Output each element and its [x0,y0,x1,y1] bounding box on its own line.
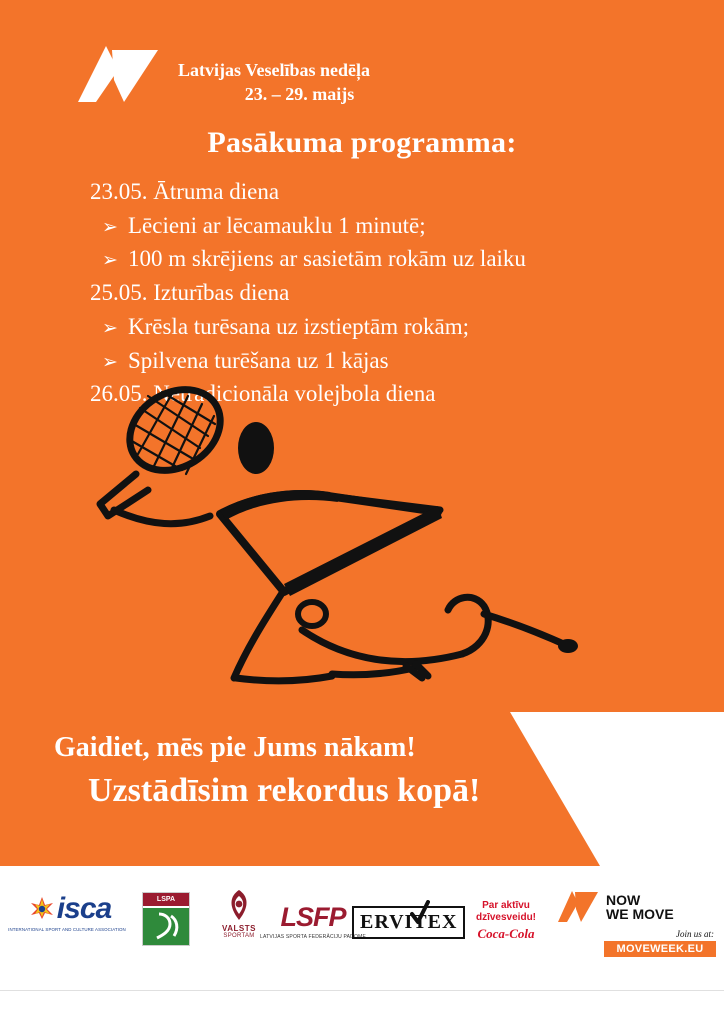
valsts-subtitle: SPORTAM [223,933,255,939]
poster-header [0,34,724,114]
footer-divider [0,990,724,991]
now-we-move-wordmark [606,893,674,921]
valsts-emblem-icon [222,888,256,922]
corner-white-diagonal [510,712,600,866]
isca-subtitle: INTERNATIONAL SPORT AND CULTURE ASSOCIATION [8,927,126,932]
valsts-title: VALSTS [222,924,256,933]
header-title-line1: Latvijas Veselības nedēļa [178,60,371,80]
program-item-text: 26.05. Netradicionāla volejbola diena [90,381,436,407]
program-item-day-1 [90,176,690,208]
slogan-line-2: Uzstādīsim rekordus kopā! [88,772,481,809]
coca-cola-tagline-1: Par aktīvu [482,900,530,911]
now-we-move-join-text: Join us at: [676,929,714,939]
arrow-bullet-icon: ➢ [102,216,118,238]
ervitex-frame [352,906,465,939]
ervitex-check-icon [410,900,430,926]
sponsor-logo-coca-cola [464,900,548,942]
program-list [90,176,690,412]
sponsor-logo-ervitex [352,906,462,939]
program-item-activity-4 [90,345,690,377]
program-item-text: 23.05. Ātruma diena [90,179,280,204]
now-we-move-row [556,888,716,926]
sponsor-logo-now-we-move [556,888,716,957]
lsfp-subtitle: LATVIJAS SPORTA FEDERĀCIJU PADOME [260,934,366,940]
lspa-top-label: LSPA [143,893,189,906]
now-we-move-arrow-mark-icon [72,40,164,110]
sponsor-logo-strip [0,866,724,990]
header-title-block [178,58,598,107]
arrow-bullet-icon: ➢ [102,250,118,272]
program-item-activity-1 [90,210,690,242]
program-item-text: 25.05. Izturības diena [90,280,290,306]
now-we-move-word-line1: NOW [606,892,641,908]
program-item-text: 100 m skrējiens ar sasietām rokām uz laiku [128,246,526,272]
isca-burst-icon [29,896,55,920]
sponsor-logo-isca [8,894,126,932]
program-title: Pasākuma programma: [207,126,517,159]
tennis-player-illustration-icon [70,378,590,708]
sponsor-footer [0,866,724,1024]
program-item-text: Lēcieni ar lēcamauklu 1 minutē; [128,212,426,238]
lspa-shield-icon [142,892,190,946]
lspa-mark [143,908,189,945]
lsfp-wordmark: LSFP [280,902,346,932]
coca-cola-tagline-2: dzīvesveidu! [475,911,537,923]
corner-white-notch [600,712,724,866]
header-title-line2: 23. – 29. maijs [244,84,355,105]
program-item-activity-3 [90,311,690,343]
program-item-text: Spilvena turēšana uz 1 kājas [128,347,389,373]
now-we-move-url[interactable]: MOVEWEEK.EU [604,941,716,957]
now-we-move-word-line2: WE MOVE [606,906,674,922]
program-item-activity-2 [90,243,690,275]
arrow-bullet-icon: ➢ [102,317,118,339]
arrow-bullet-icon: ➢ [102,351,118,373]
coca-cola-wordmark: Coca-Cola [477,926,535,941]
program-item-text: Krēsla turēsana uz izstieptām rokām; [128,313,470,339]
isca-wordmark: isca [56,892,112,925]
program-item-day-2 [90,277,690,309]
slogan-line-1: Gaidiet, mēs pie Jums nākam! [54,732,416,763]
ervitex-wordmark: ERVITEX [360,911,458,933]
now-we-move-arrow-mark-icon [556,888,600,926]
sponsor-logo-lspa [138,892,194,946]
